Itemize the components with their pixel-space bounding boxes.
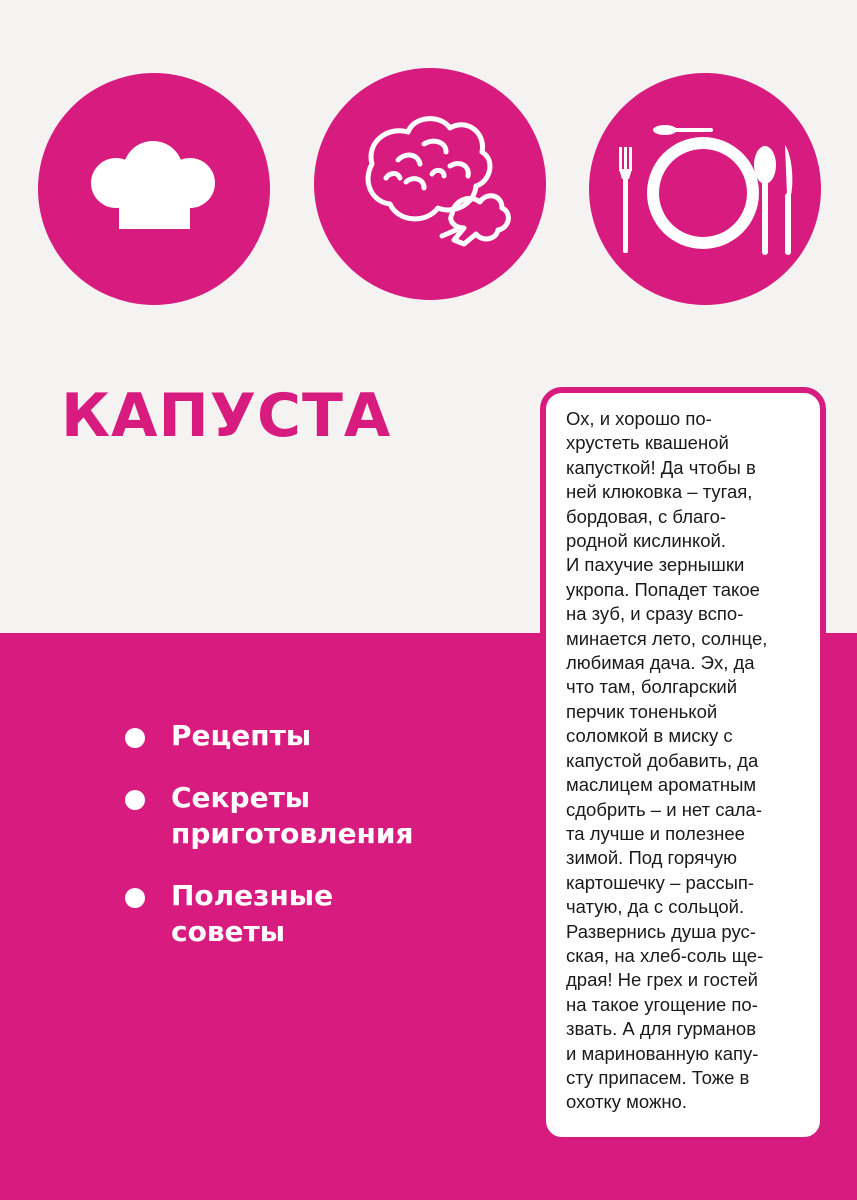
feature-text: Рецепты <box>171 719 312 752</box>
list-item <box>125 718 505 754</box>
bullet-icon <box>125 790 145 810</box>
feature-text: Секреты приготовления <box>171 781 414 850</box>
intro-text: Ох, и хорошо по- хрустеть квашеной капусткой! Да чтобы в ней клюковка – тугая, бордовая, с благо- родной кислинкой. И пахучие зернышки укропа. Попадет такое на зуб, и сразу вспо- минается лето, солнце, любимая дача. Эх, да что там, болгарский перчик тоненькой соломкой в миску с капустой добавить, да маслицем ароматным сдобрить – и нет сала- та лучше и полезнее зимой. Под горячую картошечку – рассып- чатую, да с сольцой. Развернись душа рус- ская, на хлеб-соль ще- драя! Не грех и гостей на такое угощение по- звать. А для гурманов и маринованную капу- сту припасем. Тоже в охотку можно. <box>566 408 768 1113</box>
cauliflower-icon <box>314 68 546 300</box>
bullet-icon <box>125 888 145 908</box>
intro-text-box <box>540 387 826 1143</box>
list-item <box>125 878 505 950</box>
list-item <box>125 780 505 852</box>
chef-hat-icon <box>38 73 270 305</box>
feature-text: Полезные советы <box>171 879 334 948</box>
page-title: КАПУСТА <box>61 381 392 451</box>
feature-list <box>125 718 505 976</box>
bullet-icon <box>125 728 145 748</box>
plate-cutlery-icon <box>589 73 821 305</box>
